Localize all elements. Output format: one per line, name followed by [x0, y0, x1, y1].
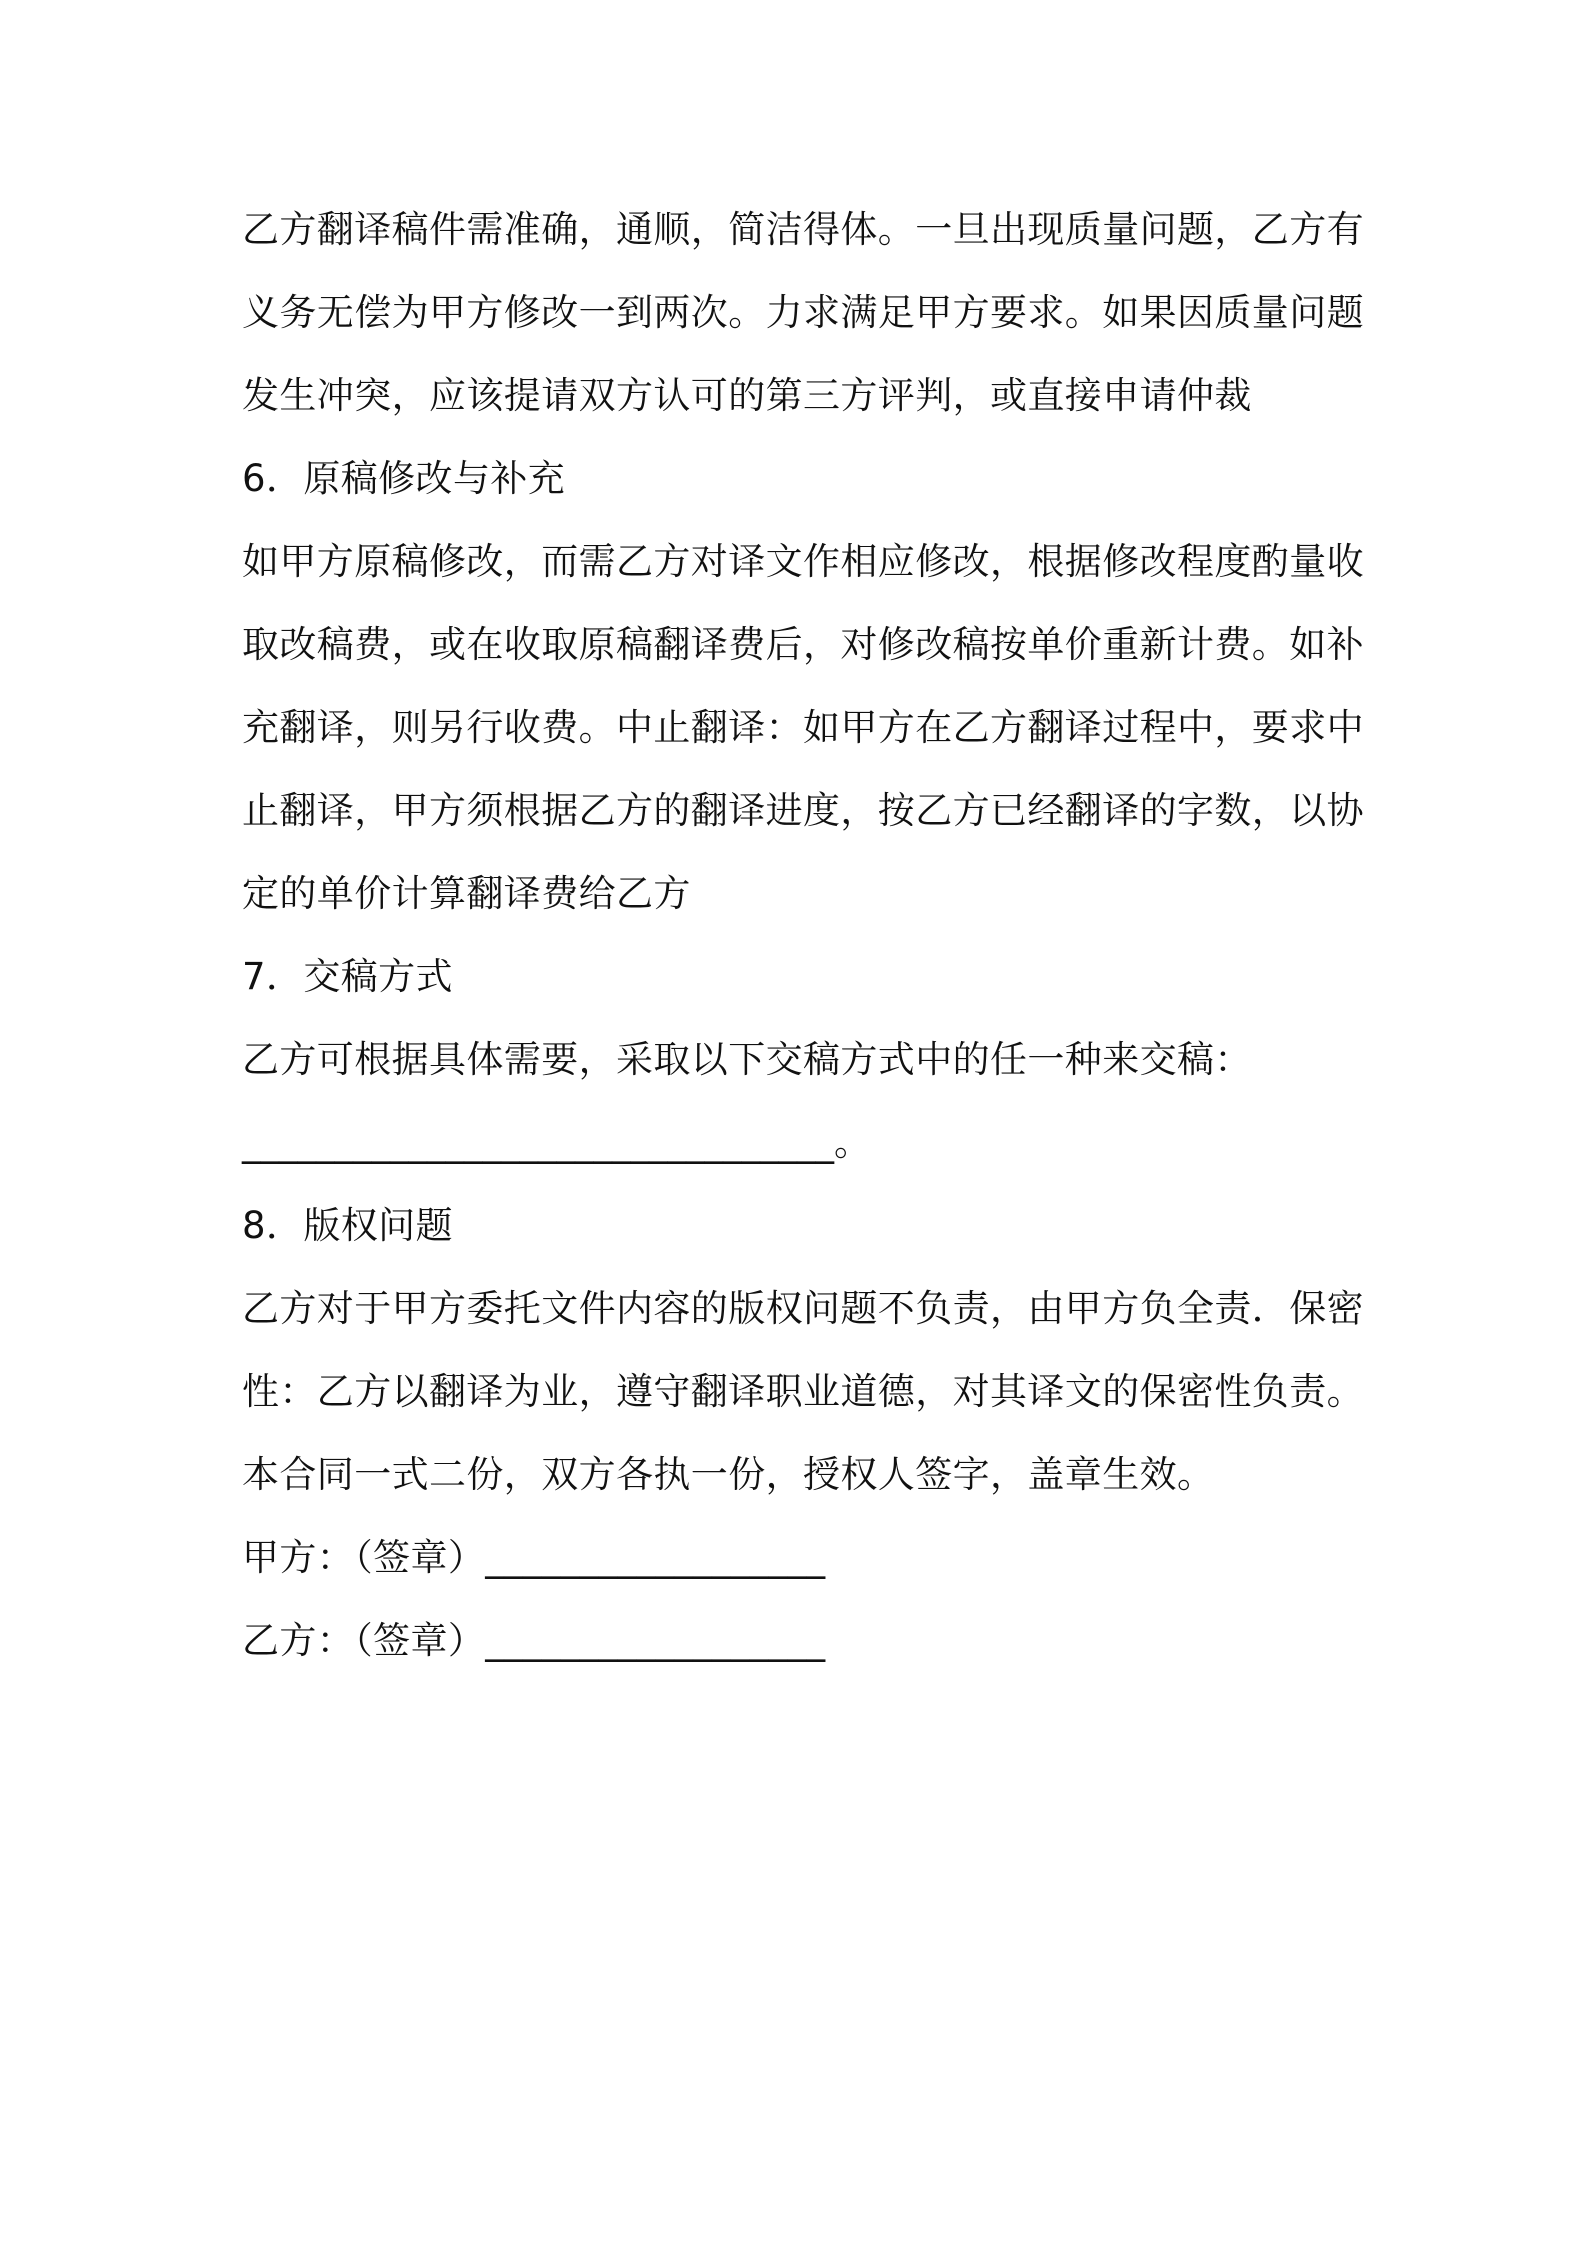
paragraph-line: 发生冲突，应该提请双方认可的第三方评判，或直接申请仲裁	[242, 374, 1252, 417]
party-b-signature-line: 乙方：（签章）__________________	[242, 1619, 826, 1662]
paragraph-line: 本合同一式二份，双方各执一份，授权人签字，盖章生效。	[242, 1453, 1215, 1496]
paragraph-line: 取改稿费，或在收取原稿翻译费后，对修改稿按单价重新计费。如补	[242, 623, 1364, 666]
paragraph-line: 义务无偿为甲方修改一到两次。力求满足甲方要求。如果因质量问题	[242, 291, 1364, 334]
paragraph-line: 乙方可根据具体需要，采取以下交稿方式中的任一种来交稿：	[242, 1038, 1252, 1081]
paragraph-line: 充翻译，则另行收费。中止翻译：如甲方在乙方翻译过程中，要求中	[242, 706, 1364, 749]
fill-in-blank-line: ________________________________。	[242, 1121, 871, 1164]
paragraph-line: 定的单价计算翻译费给乙方	[242, 872, 691, 915]
paragraph-line: 乙方翻译稿件需准确，通顺，简洁得体。一旦出现质量问题，乙方有	[242, 208, 1364, 251]
party-a-signature-line: 甲方：（签章）__________________	[242, 1536, 826, 1579]
paragraph-line: 性：乙方以翻译为业，遵守翻译职业道德，对其译文的保密性负责。	[242, 1370, 1364, 1413]
section-heading-8: 8．版权问题	[242, 1204, 453, 1247]
paragraph-line: 止翻译，甲方须根据乙方的翻译进度，按乙方已经翻译的字数，以协	[242, 789, 1364, 832]
section-heading-7: 7．交稿方式	[242, 955, 453, 998]
section-heading-6: 6．原稿修改与补充	[242, 457, 566, 500]
paragraph-line: 如甲方原稿修改，而需乙方对译文作相应修改，根据修改程度酌量收	[242, 540, 1364, 583]
document-body	[242, 188, 1362, 1682]
paragraph-line: 乙方对于甲方委托文件内容的版权问题不负责，由甲方负全责．保密	[242, 1287, 1364, 1330]
